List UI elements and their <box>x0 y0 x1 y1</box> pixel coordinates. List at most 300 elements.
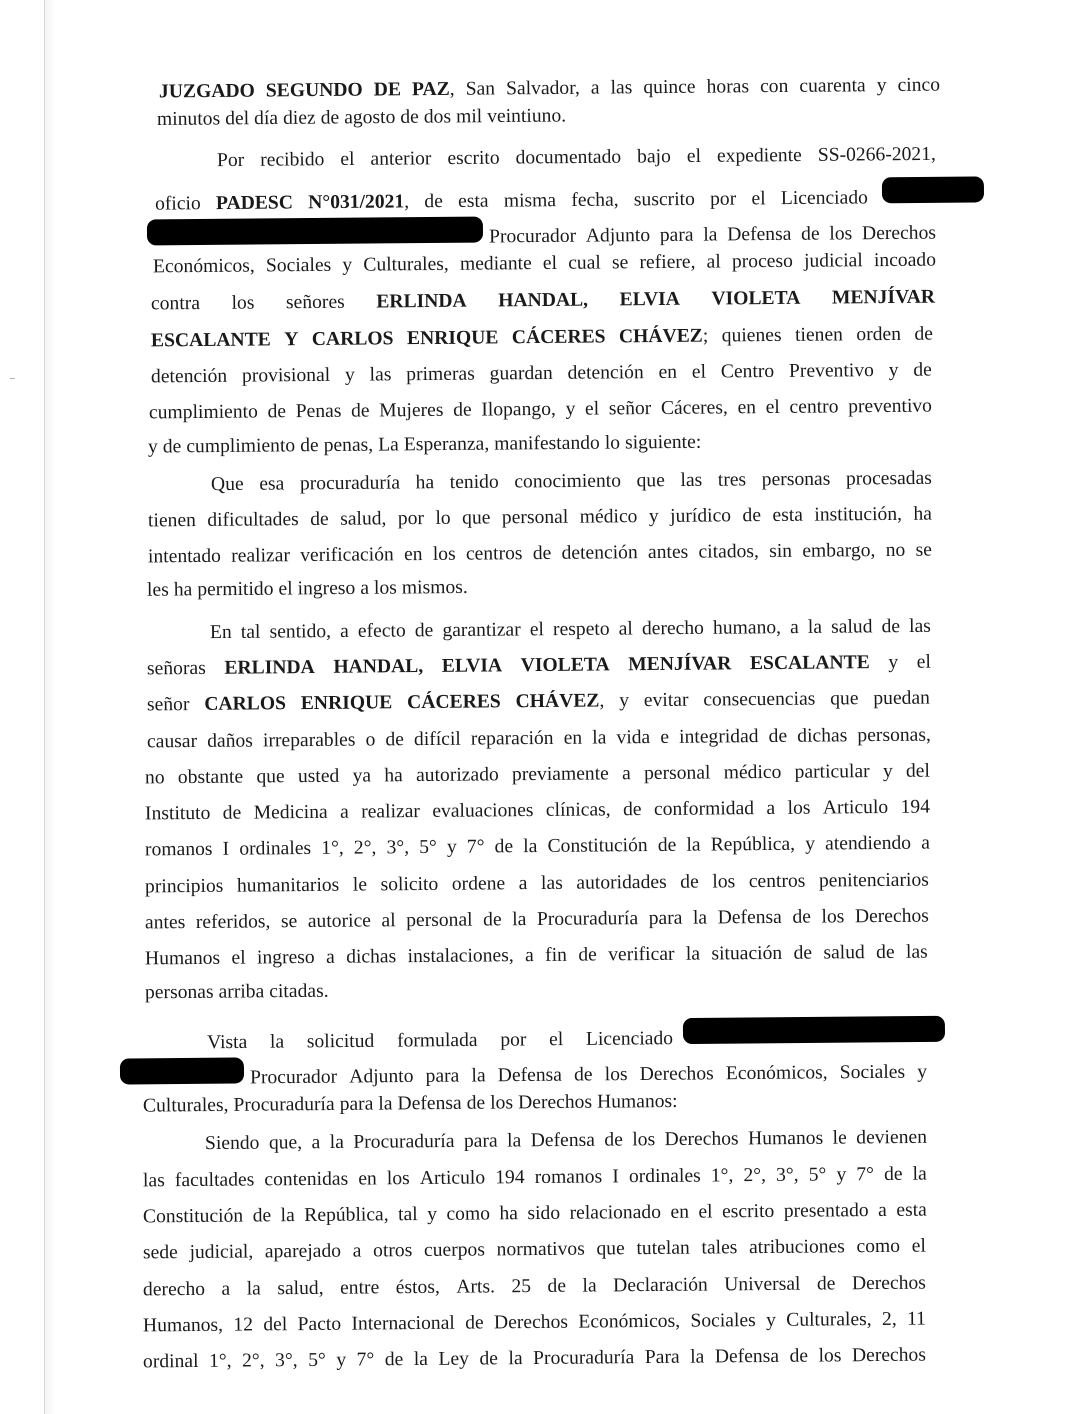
word: de <box>883 1163 903 1185</box>
word: Económicos, <box>725 1062 828 1085</box>
word: sede <box>142 1242 178 1264</box>
word: en <box>737 397 757 419</box>
doc-line <box>159 74 940 105</box>
word: ha <box>499 1203 519 1225</box>
word: Articulo <box>419 1167 486 1190</box>
word: ERLINDA <box>376 290 467 313</box>
word: contenidas <box>264 1168 349 1191</box>
word: autoridades <box>576 871 667 894</box>
word: ESCALANTE <box>749 652 870 675</box>
word: penitenciarios <box>818 869 929 892</box>
word: penas, <box>323 434 374 457</box>
word: dichas <box>346 946 397 968</box>
word: cinco <box>897 74 941 96</box>
word: romanos <box>144 838 213 861</box>
word: señoras <box>146 657 206 680</box>
doc-line <box>143 1308 926 1339</box>
word: los <box>829 223 853 245</box>
word: de <box>657 834 677 856</box>
word: de <box>384 1349 404 1371</box>
word: y <box>446 836 457 858</box>
word: de <box>573 1064 593 1086</box>
doc-line <box>145 905 929 936</box>
word: 194 <box>900 796 931 818</box>
word: cuarenta <box>799 75 866 97</box>
word: solicitud <box>306 1030 375 1053</box>
word: dos <box>423 106 452 128</box>
word: Cáceres, <box>660 397 728 419</box>
word: del <box>263 1314 288 1336</box>
word: entre <box>339 1277 380 1299</box>
word: La <box>378 434 399 456</box>
word: esta <box>772 504 804 526</box>
word: de <box>604 1129 623 1151</box>
word: de <box>793 942 813 964</box>
word: realizar <box>231 545 291 567</box>
word: minutos <box>156 108 221 131</box>
doc-line <box>143 1272 926 1303</box>
word: Declaración <box>613 1274 708 1297</box>
word: como <box>446 1203 491 1225</box>
word: Preventivo <box>788 360 874 382</box>
word: y <box>565 398 576 420</box>
word: éstos, <box>395 1276 440 1299</box>
doc-line <box>145 832 930 863</box>
word: centros <box>748 870 806 893</box>
word: de <box>680 871 699 893</box>
word: Medicina <box>253 801 328 824</box>
word: Humanos: <box>596 1090 678 1113</box>
word: conformidad <box>653 798 755 820</box>
word: de <box>453 399 472 421</box>
word: 1°, <box>710 1165 734 1187</box>
word: Derechos <box>517 1091 593 1114</box>
word: de <box>789 1345 809 1367</box>
word: Derechos <box>851 1344 926 1367</box>
word: en <box>403 544 423 566</box>
word: 3°, <box>275 1350 298 1372</box>
word: la <box>508 1348 523 1370</box>
word: Mujeres <box>379 399 444 422</box>
word: derecho <box>641 617 705 640</box>
word: 7° <box>356 1349 375 1371</box>
word: el <box>686 145 702 168</box>
word: la <box>269 1031 285 1053</box>
word: la <box>413 1348 429 1371</box>
word: agosto <box>344 106 396 129</box>
word: ordene <box>451 873 506 895</box>
word: ordinal <box>142 1350 199 1373</box>
word: Derechos <box>851 1272 926 1295</box>
word: jurídico <box>670 505 732 527</box>
word: de <box>466 1092 486 1114</box>
word: para <box>648 907 683 930</box>
word: la <box>686 834 701 856</box>
doc-line <box>151 286 935 317</box>
word: preventivo <box>848 395 933 418</box>
word: efecto <box>357 620 406 642</box>
word: el <box>584 398 600 420</box>
word: 2, <box>881 1308 897 1330</box>
word: los <box>821 906 845 928</box>
word: y <box>882 760 893 782</box>
word: Para <box>644 1346 680 1369</box>
word: tres <box>717 469 747 491</box>
word: mil <box>455 106 483 128</box>
doc-line <box>143 1344 926 1375</box>
word: de <box>350 400 370 422</box>
word: de <box>768 725 788 747</box>
word: judicial <box>803 250 863 272</box>
word: escrito <box>721 1200 775 1223</box>
doc-line <box>145 760 930 791</box>
word: Que <box>210 473 244 496</box>
word: Procurador <box>249 1066 338 1089</box>
word: previamente <box>511 763 609 786</box>
word: 25 <box>511 1276 532 1298</box>
word: formulada <box>396 1029 478 1052</box>
word: En <box>209 621 232 644</box>
word: de <box>547 1275 567 1297</box>
word: en <box>658 361 678 383</box>
word: vida <box>616 727 651 749</box>
word: humanitarios <box>236 874 340 897</box>
word: las <box>540 872 563 894</box>
word: ordinales <box>239 837 312 860</box>
word: recibido <box>260 149 325 171</box>
word: y <box>876 75 887 97</box>
word: Arts. <box>456 1276 496 1298</box>
word: 1°, <box>208 1350 232 1372</box>
word: VIOLETA <box>711 287 801 310</box>
doc-line <box>145 796 930 827</box>
doc-line <box>211 467 932 497</box>
word: salud, <box>340 508 387 530</box>
word: SEGUNDO <box>265 79 363 102</box>
word: señor <box>146 694 190 716</box>
word: Derechos <box>861 222 937 245</box>
word: centros <box>465 543 523 565</box>
word: para <box>425 1065 460 1087</box>
word: 7° <box>466 836 485 858</box>
word: a <box>766 797 776 820</box>
word: a <box>221 1278 231 1300</box>
word: 5° <box>308 1349 326 1371</box>
word: conocimiento <box>514 470 622 493</box>
word: incoado <box>873 249 937 272</box>
word: mediante <box>459 253 532 275</box>
word: referidos, <box>195 911 271 933</box>
word: obstante <box>177 766 244 789</box>
word: otros <box>373 1240 413 1262</box>
word: PADESC <box>215 192 294 215</box>
word: tal <box>397 1204 418 1226</box>
word: salud <box>823 942 865 964</box>
word: cual <box>568 252 601 274</box>
word: Licenciado <box>780 187 868 210</box>
word: embargo, <box>802 540 876 562</box>
word: 2°, <box>743 1164 767 1187</box>
doc-line <box>151 359 932 390</box>
word: derecho <box>142 1278 206 1301</box>
word: los <box>712 871 736 893</box>
word: Universal <box>724 1273 801 1296</box>
word: el <box>278 578 293 600</box>
word: VIOLETA <box>520 654 610 677</box>
word: CÁCERES <box>511 326 606 349</box>
word: bajo <box>637 146 671 168</box>
word: salud <box>831 616 873 638</box>
word: a <box>878 1199 887 1222</box>
word: antes <box>144 912 186 934</box>
word: los <box>432 543 456 565</box>
word: señor <box>608 398 652 420</box>
word: Licenciado <box>585 1028 674 1050</box>
word: Derechos <box>854 905 929 928</box>
word: República, <box>710 833 796 856</box>
word: Defensa <box>714 1345 780 1368</box>
word: Defensa <box>717 906 782 929</box>
word: detención <box>561 542 638 564</box>
word: atribuciones <box>748 1236 845 1259</box>
word: la <box>685 943 701 965</box>
word: los <box>604 1064 628 1086</box>
word: Humanos <box>144 947 221 970</box>
word: Esperanza, <box>403 433 490 456</box>
word: procuraduría <box>299 472 401 495</box>
word: Ilopango, <box>481 398 556 421</box>
word: se <box>915 539 932 561</box>
word: humano, <box>712 617 782 639</box>
word: Procuraduría <box>533 1347 635 1370</box>
word: la <box>592 727 607 749</box>
word: anterior <box>370 148 432 170</box>
word: personas <box>761 468 831 491</box>
word: a <box>524 945 534 967</box>
word: y <box>888 651 899 673</box>
word: y <box>888 359 899 381</box>
word: Constitución <box>142 1205 244 1228</box>
word: médico <box>579 506 638 528</box>
word: PAZ, <box>411 78 455 101</box>
word: cumplimiento <box>186 435 296 458</box>
word: de <box>424 191 443 213</box>
word: con <box>759 75 789 98</box>
word: normativos <box>496 1238 585 1261</box>
word: médico <box>723 761 782 784</box>
word: permitido <box>197 578 274 601</box>
doc-line <box>145 869 929 900</box>
word: la <box>523 836 538 858</box>
doc-line <box>217 143 936 173</box>
word: difícil <box>413 728 461 751</box>
word: quienes <box>721 324 782 347</box>
word: Y <box>284 329 299 351</box>
word: expediente <box>716 145 802 167</box>
doc-line <box>147 213 936 253</box>
word: salud, <box>277 1277 324 1300</box>
word: a <box>340 620 349 643</box>
word: Instituto <box>144 802 211 825</box>
word: CARLOS <box>311 328 394 351</box>
word: clínicas, <box>545 799 611 821</box>
word: las <box>142 1170 165 1192</box>
word: cumplimiento <box>148 401 258 424</box>
word: de <box>876 941 895 964</box>
doc-line <box>148 430 748 459</box>
word: para <box>339 1093 374 1115</box>
word: por <box>709 188 737 210</box>
word: de <box>792 906 811 928</box>
word: les <box>146 579 169 601</box>
word: o <box>365 729 376 751</box>
word: Defensa <box>397 1092 462 1115</box>
word: la <box>471 1065 486 1087</box>
word: 194 <box>495 1167 525 1189</box>
word: verificación <box>300 544 394 567</box>
word: esta <box>458 190 489 212</box>
word: día <box>254 107 279 130</box>
doc-line <box>143 1163 927 1194</box>
word: personal <box>501 506 569 529</box>
word: los <box>386 1168 410 1190</box>
word: garantizar <box>442 619 521 642</box>
word: Defensa <box>497 1064 563 1087</box>
word: como <box>856 1235 901 1258</box>
word: el <box>549 1029 564 1051</box>
word: puedan <box>873 687 931 710</box>
word: de <box>801 223 820 245</box>
word: de <box>300 435 319 457</box>
word: CHÁVEZ; <box>618 325 709 348</box>
redaction-bar <box>882 176 984 203</box>
word: y <box>765 1309 776 1331</box>
word: tutelan <box>636 1237 690 1260</box>
word: las <box>680 469 703 492</box>
word: de <box>494 836 514 858</box>
word: de <box>578 944 597 966</box>
word: CHÁVEZ, <box>515 690 605 713</box>
word: citadas. <box>269 980 329 1003</box>
word: primeras <box>406 363 475 386</box>
word: solicito <box>380 873 439 896</box>
word: Centro <box>720 360 775 383</box>
word: las <box>369 364 392 386</box>
word: evitar <box>643 689 689 712</box>
word: el <box>529 619 545 641</box>
word: HANDAL, <box>333 656 424 678</box>
word: horas <box>706 76 750 98</box>
doc-line <box>210 615 931 645</box>
word: misma <box>503 190 557 212</box>
word: usted <box>297 765 340 788</box>
word: tenido <box>449 471 499 494</box>
word: I <box>222 838 230 860</box>
word: al <box>706 251 721 273</box>
word: los <box>490 1092 514 1114</box>
word: escrito <box>447 147 500 170</box>
word: la <box>912 1163 927 1185</box>
word: Constitución <box>547 835 648 857</box>
doc-line <box>148 503 932 534</box>
word: citados, <box>698 541 760 563</box>
word: le <box>352 874 368 896</box>
word: irreparables <box>262 729 356 752</box>
word: Humanos <box>747 1127 824 1150</box>
word: Económicos, <box>152 255 255 278</box>
word: ya <box>352 765 372 787</box>
word: de <box>400 106 419 128</box>
word: Culturales, <box>363 253 449 276</box>
word: no <box>144 767 165 789</box>
word: instalaciones, <box>407 945 514 968</box>
word: verificar <box>608 943 675 966</box>
word: e <box>660 726 670 748</box>
word: para <box>659 224 694 246</box>
word: la <box>690 1346 705 1368</box>
word: 2°, <box>241 1350 265 1372</box>
word: ENRIQUE <box>406 327 499 350</box>
word: en <box>563 727 583 749</box>
doc-line <box>145 979 445 1006</box>
word: señores <box>285 291 345 314</box>
word: evaluaciones <box>432 800 534 822</box>
word: ingreso <box>297 577 356 600</box>
word: por <box>397 508 425 530</box>
word: para <box>463 1130 498 1152</box>
word: 5° <box>808 1164 827 1186</box>
word: integridad <box>679 726 759 748</box>
word: el <box>542 252 558 275</box>
word: particular <box>794 761 870 783</box>
word: le <box>832 1127 847 1149</box>
word: de <box>222 802 242 824</box>
word: Internacional <box>351 1312 455 1335</box>
word: esa <box>259 473 285 495</box>
word: Pacto <box>297 1313 342 1336</box>
word: a <box>311 1132 321 1154</box>
word: los <box>373 577 397 599</box>
word: detención <box>567 362 644 384</box>
word: contra <box>150 292 201 315</box>
word: de <box>622 799 642 821</box>
word: reparación <box>470 727 554 750</box>
word: antes <box>647 541 689 564</box>
word: MENJÍVAR <box>628 653 732 676</box>
doc-line <box>149 395 932 426</box>
word: documentado <box>515 146 622 169</box>
word: el <box>340 148 355 171</box>
redaction-bar <box>120 1057 244 1084</box>
word: las <box>905 941 928 963</box>
word: Procuraduría <box>536 908 639 931</box>
word: y <box>344 364 355 386</box>
word: 5° <box>419 836 437 859</box>
word: causar <box>146 730 198 753</box>
word: los <box>787 797 811 819</box>
word: el <box>751 188 766 210</box>
word: Siendo <box>204 1132 260 1155</box>
word: I <box>612 1166 619 1188</box>
word: SS-0266-2021, <box>817 143 936 166</box>
doc-line <box>155 176 984 216</box>
word: se <box>280 911 298 933</box>
word: la <box>329 1131 344 1154</box>
word: lo <box>435 507 451 529</box>
word: ha <box>415 472 435 494</box>
word: de <box>385 729 404 751</box>
word: se <box>611 252 629 274</box>
